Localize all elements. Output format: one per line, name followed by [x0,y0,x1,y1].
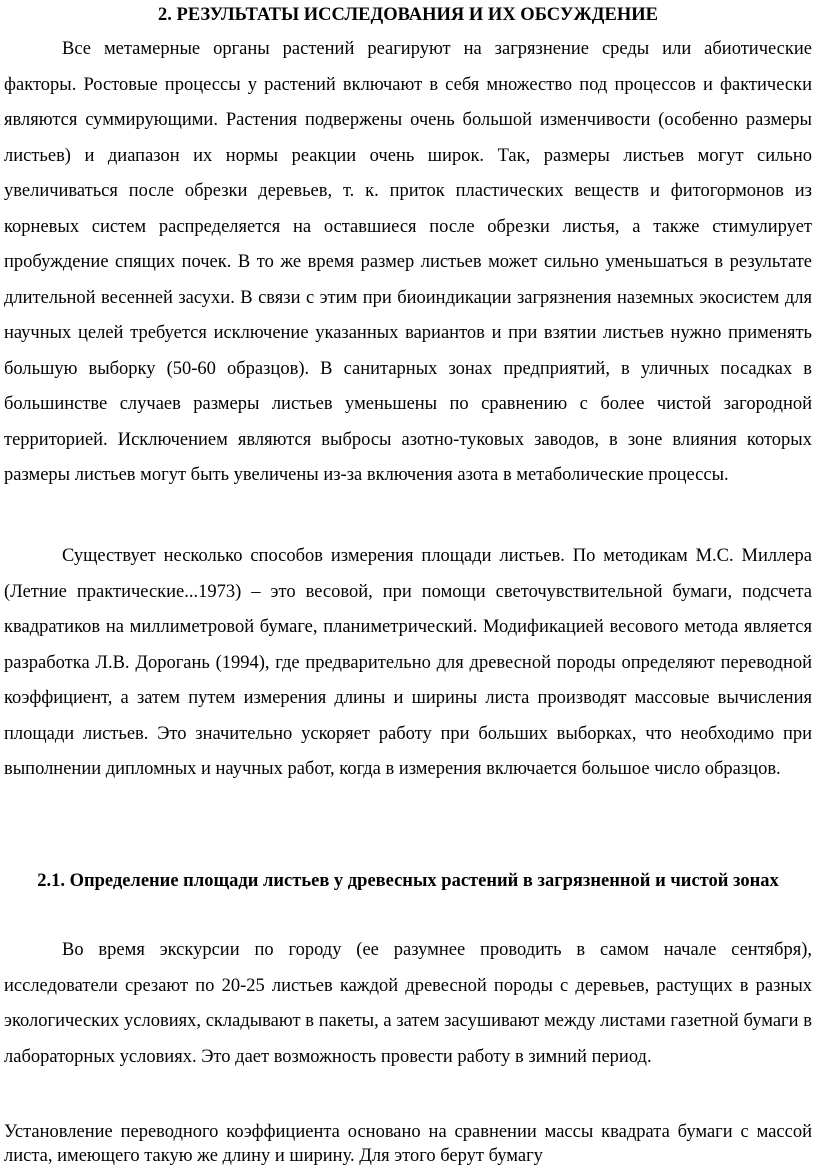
paragraph-3: Во время экскурсии по городу (ее разумнее проводить в самом начале сентября), исследователи срезают по 20-25 листьев каждой древесной породы с деревьев, растущих в разных экологических условиях, складывают в пакеты, а затем засушивают между листами газетной бумаги в лабораторных условиях. Это дает возможность провести работу в зимний период. [4,940,812,1067]
section-title: 2. РЕЗУЛЬТАТЫ ИССЛЕДОВАНИЯ И ИХ ОБСУЖДЕНИЕ [158,5,658,25]
paragraph-1: Все метамерные органы растений реагируют на загрязнение среды или абиотические факторы. Ростовые процессы у растений включают в себя множество под процессов и фактически являются суммирующими. Растения подвержены очень большой изменчивости (особенно размеры листьев) и диапазон их нормы реакции очень широк. Так, размеры листьев могут сильно увеличиваться после обрезки деревьев, т. к. приток пластических веществ и фитогормонов из корневых систем распределяется на оставшиеся после обрезки листья, а также стимулирует пробуждение спящих почек. В то же время размер листьев может сильно уменьшаться в результате длительной весенней засухи. В связи с этим при биоиндикации загрязнения наземных экосистем для научных целей требуется исключение указанных вариантов и при взятии листьев нужно применять большую выборку (50-60 образцов). В санитарных зонах предприятий, в уличных посадках в большинстве случаев размеры листьев уменьшены по сравнению с более чистой загородной территорией. Исключением являются выбросы азотно-туковых заводов, в зоне влияния которых размеры листьев могут быть увеличены из-за включения азота в метаболические процессы. [4,39,812,485]
paragraph-2: Существует несколько способов измерения площади листьев. По методикам М.С. Миллера (Летние практические...1973) – это весовой, при помощи светочувствительной бумаги, подсчета квадратиков на миллиметровой бумаге, планиметрический. Модификацией весового метода является разработка Л.В. Дорогань (1994), где предварительно для древесной породы определяют переводной коэффициент, а затем путем измерения длины и ширины листа производят массовые вычисления площади листьев. Это значительно ускоряет работу при больших выборках, что необходимо при выполнении дипломных и научных работ, когда в измерения включается большое число образцов. [4,546,812,779]
subsection-title: 2.1. Определение площади листьев у древесных растений в загрязненной и чистой зонах [37,871,779,891]
paragraph-4: Установление переводного коэффициента основано на сравнении массы квадрата бумаги с массой листа, имеющего такую же длину и ширину. Для этого берут бумагу [4,1122,812,1166]
